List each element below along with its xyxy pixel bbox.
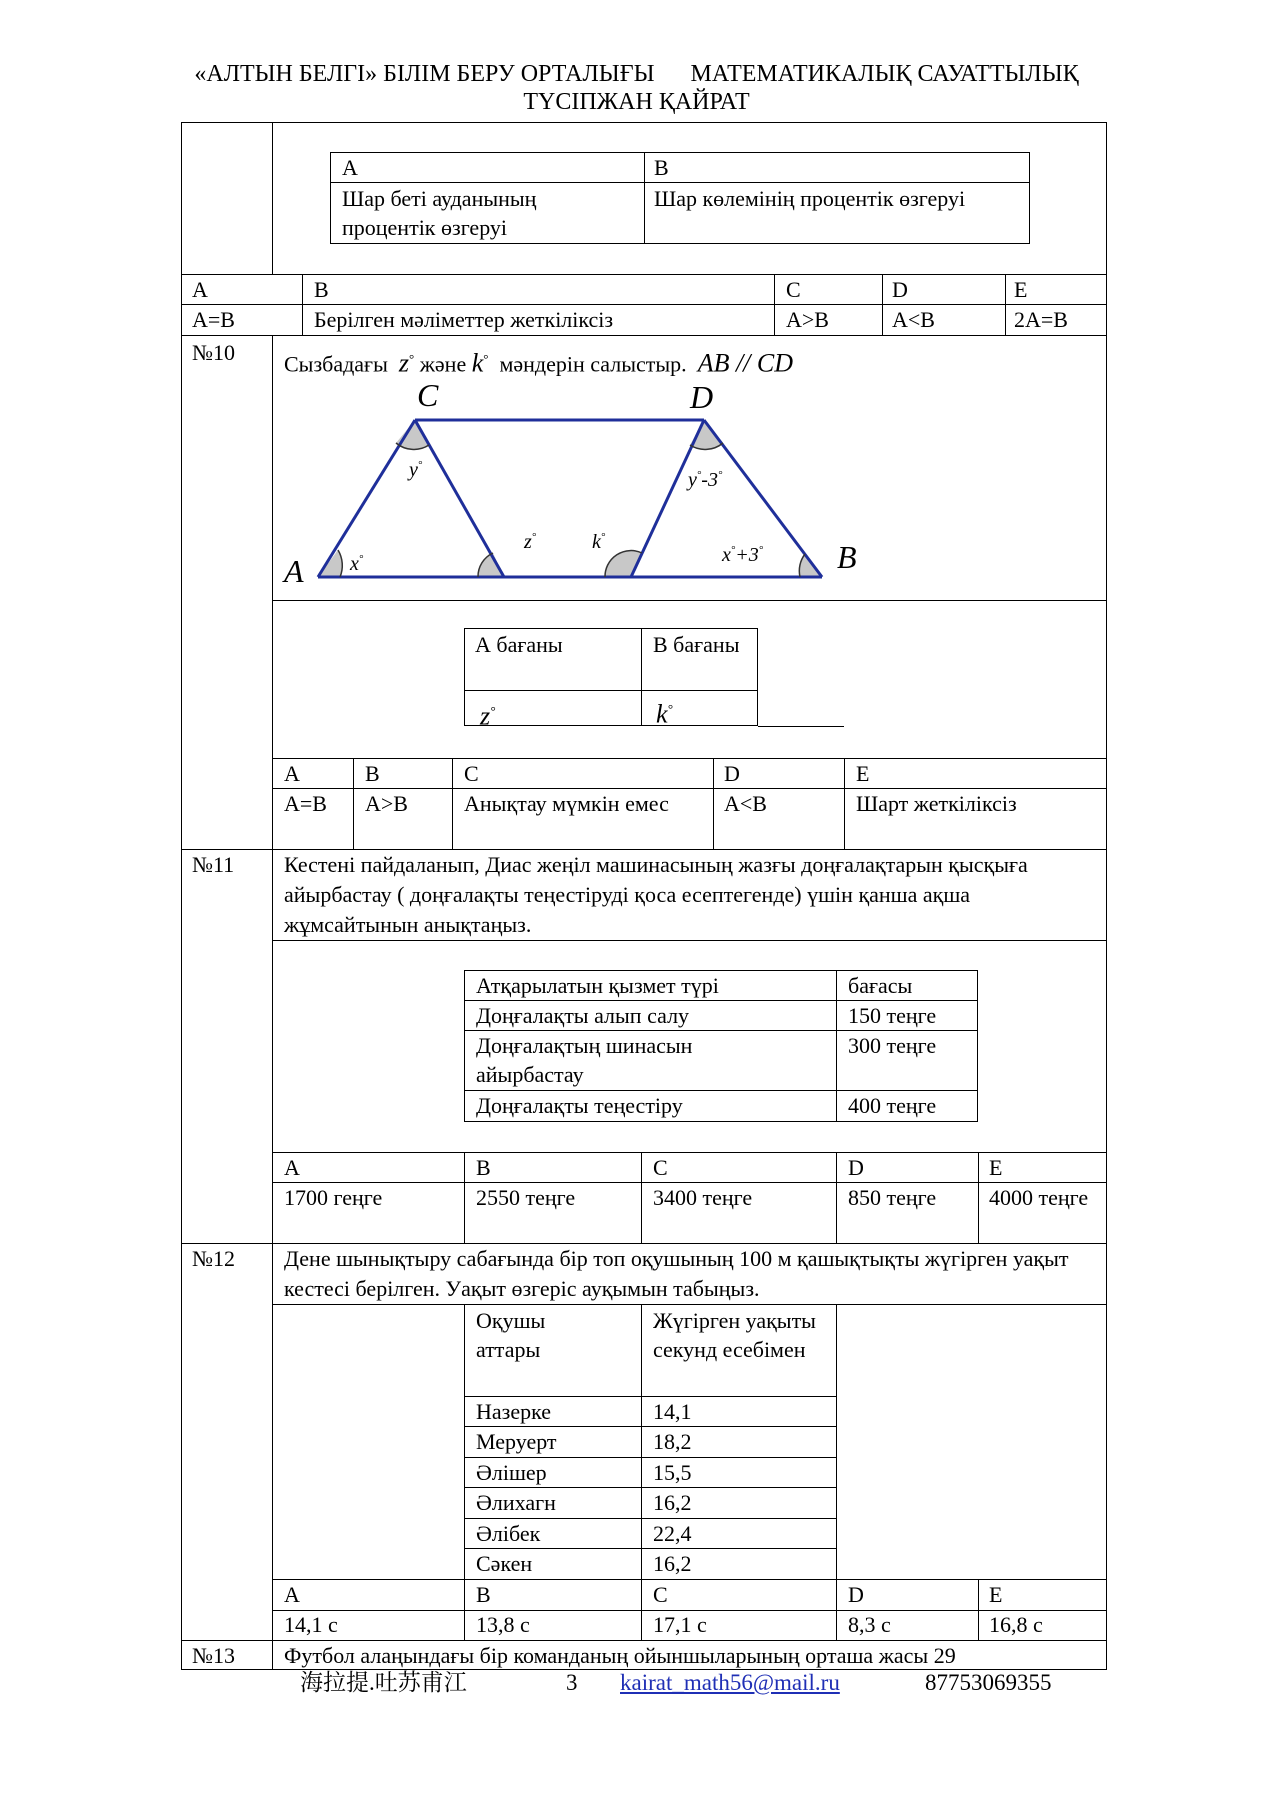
q10-col-b: B бағаны xyxy=(653,632,740,657)
q10-degree-z: ° xyxy=(409,351,415,366)
q10-option-d-text: A<B xyxy=(724,791,767,816)
q10-prompt-start: Сызбадағы xyxy=(284,351,388,377)
q9-option-a-text: A=B xyxy=(192,307,235,332)
q10-col-a: А бағаны xyxy=(475,632,563,657)
q9-option-b-text: Берілген мәліметтер жеткіліксіз xyxy=(314,307,614,332)
page-header xyxy=(0,0,1273,120)
q12-option-b-letter: B xyxy=(476,1582,491,1607)
q12-header-name: Оқушы аттары xyxy=(476,1308,546,1362)
angle-b-label: x°+3° xyxy=(722,544,764,566)
q11-option-a-text: 1700 геңге xyxy=(284,1185,383,1210)
q12-row5-name: Әлібек xyxy=(476,1521,541,1546)
q12-header-time: Жүгірген уақыты секунд есебімен xyxy=(653,1308,816,1362)
q12-row2-name: Меруерт xyxy=(476,1429,557,1454)
q10-option-b-letter: B xyxy=(365,761,380,786)
q9-option-d-letter: D xyxy=(892,277,908,302)
footer-email-link[interactable]: kairat_math56@mail.ru xyxy=(620,1670,840,1695)
q11-option-c-text: 3400 теңге xyxy=(653,1185,753,1210)
header-line-1 xyxy=(0,60,1273,88)
angle-k-label: k° xyxy=(592,531,606,553)
angle-x-label: x° xyxy=(350,553,364,575)
label-c: C xyxy=(417,377,439,413)
q11-row2-service: Доңғалақтың шинасын айырбастау xyxy=(476,1033,693,1087)
q12-row6-time: 16,2 xyxy=(653,1551,692,1576)
q11-row3-price: 400 теңге xyxy=(848,1093,937,1118)
q12-row2-time: 18,2 xyxy=(653,1429,692,1454)
q12-option-d-letter: D xyxy=(848,1582,864,1607)
q11-row3-service: Доңғалақты теңестіру xyxy=(476,1093,683,1118)
footer-author: 海拉提.吐苏甫江 xyxy=(300,1670,467,1695)
q11-option-d-letter: D xyxy=(848,1155,864,1180)
author-name: ТҮСІПЖАН ҚАЙРАТ xyxy=(523,89,750,115)
segment-d-k xyxy=(631,420,704,577)
q9-cell-a: Шар беті ауданының процентік өзгеруі xyxy=(342,186,537,240)
q11-header-service: Атқарылатын қызмет түрі xyxy=(476,973,719,998)
q10-degree-k: ° xyxy=(483,351,489,366)
q11-row2-price: 300 теңге xyxy=(848,1033,937,1058)
q9-left-divider xyxy=(272,122,273,274)
q9-option-a-letter: A xyxy=(192,277,208,302)
q11-row1-price: 150 теңге xyxy=(848,1003,937,1028)
q11-option-c-letter: C xyxy=(653,1155,668,1180)
q12-option-e-letter: E xyxy=(989,1582,1003,1607)
label-a: A xyxy=(284,553,304,589)
q10-var-k: k xyxy=(471,348,484,378)
q10-option-b-text: A>B xyxy=(365,791,408,816)
q13-text: Футбол алаңындағы бір команданың ойыншыларының орташа жасы 29 xyxy=(284,1643,956,1668)
school-name: «АЛТЫН БЕЛГІ» БІЛІМ БЕРУ ОРТАЛЫҒЫ xyxy=(194,61,655,87)
q11-option-b-letter: B xyxy=(476,1155,491,1180)
q11-text: Кестені пайдаланып, Диас жеңіл машинасының жазғы доңғалақтарын қысқыға айырбастау ( доңғалақты теңестіруді қоса есептегенде) үшін қанша ақша жұмсайтынын анықтаңыз. xyxy=(284,852,1028,937)
q11-header-price: бағасы xyxy=(848,973,913,998)
q12-option-c-text: 17,1 с xyxy=(653,1612,707,1637)
q9-option-e-letter: E xyxy=(1014,277,1028,302)
q10-option-c-letter: C xyxy=(464,761,479,786)
q10-option-d-letter: D xyxy=(724,761,740,786)
q9-option-c-text: A>B xyxy=(786,307,829,332)
q10-option-a-text: A=B xyxy=(284,791,327,816)
q12-number: №12 xyxy=(192,1246,235,1271)
q12-option-c-letter: C xyxy=(653,1582,668,1607)
page-number: 3 xyxy=(566,1670,578,1695)
q12-row6-name: Сәкен xyxy=(476,1551,533,1576)
q10-val-a: z° xyxy=(480,701,496,731)
q12-option-a-letter: A xyxy=(284,1582,300,1607)
q10-condition: AB // CD xyxy=(697,348,794,378)
q9-col-a: A xyxy=(342,155,358,180)
footer-phone: 87753069355 xyxy=(925,1670,1052,1695)
q10-prompt-end: мәндерін салыстыр. xyxy=(499,351,687,377)
q10-option-e-text: Шарт жеткіліксіз xyxy=(856,791,1017,816)
q12-row5-time: 22,4 xyxy=(653,1521,692,1546)
q12-row4-name: Әлихагн xyxy=(476,1490,556,1515)
q11-option-b-text: 2550 теңге xyxy=(476,1185,576,1210)
q9-col-b: B xyxy=(654,155,669,180)
q12-option-b-text: 13,8 с xyxy=(476,1612,530,1637)
trapezoid-figure xyxy=(272,370,872,600)
q12-text: Дене шынықтыру сабағында бір топ оқушының 100 м қашықтықты жүгірген уақыт кестесі берілген. Уақыт өзгеріс ауқымын табыңыз. xyxy=(284,1246,1069,1301)
q10-val-b: k° xyxy=(656,699,673,729)
q12-row1-name: Назерке xyxy=(476,1399,552,1424)
segment-ac xyxy=(318,420,415,577)
q12-row3-name: Әлішер xyxy=(476,1460,547,1485)
q10-number: №10 xyxy=(192,340,235,365)
q13-number: №13 xyxy=(192,1643,235,1668)
q10-option-c-text: Анықтау мүмкін емес xyxy=(464,791,669,816)
q9-option-e-text: 2A=B xyxy=(1014,307,1068,332)
angle-y-label: y° xyxy=(409,459,423,481)
q12-row1-time: 14,1 xyxy=(653,1399,692,1424)
q9-option-b-letter: B xyxy=(314,277,329,302)
subject-name: МАТЕМАТИКАЛЫҚ САУАТТЫЛЫҚ xyxy=(690,61,1079,87)
q11-option-e-text: 4000 теңге xyxy=(989,1185,1089,1210)
q12-row3-time: 15,5 xyxy=(653,1460,692,1485)
label-b: B xyxy=(837,539,857,575)
q12-row4-time: 16,2 xyxy=(653,1490,692,1515)
q10-and: және xyxy=(419,351,467,377)
q10-var-z: z xyxy=(398,348,409,378)
q9-option-d-text: A<B xyxy=(892,307,935,332)
q9-cell-b: Шар көлемінің процентік өзгеруі xyxy=(654,186,966,211)
angle-z-label: z° xyxy=(524,531,537,553)
label-d: D xyxy=(690,379,714,415)
q12-option-d-text: 8,3 с xyxy=(848,1612,891,1637)
q9-option-c-letter: C xyxy=(786,277,801,302)
q11-option-e-letter: E xyxy=(989,1155,1003,1180)
q11-option-a-letter: A xyxy=(284,1155,300,1180)
angle-d-label: y°-3° xyxy=(688,469,723,491)
q10-option-a-letter: A xyxy=(284,761,300,786)
q11-option-d-text: 850 теңге xyxy=(848,1185,937,1210)
q12-option-e-text: 16,8 с xyxy=(989,1612,1043,1637)
q12-option-a-text: 14,1 с xyxy=(284,1612,338,1637)
q11-row1-service: Доңғалақты алып салу xyxy=(476,1003,690,1028)
q11-number: №11 xyxy=(192,852,235,877)
q10-option-e-letter: E xyxy=(856,761,870,786)
